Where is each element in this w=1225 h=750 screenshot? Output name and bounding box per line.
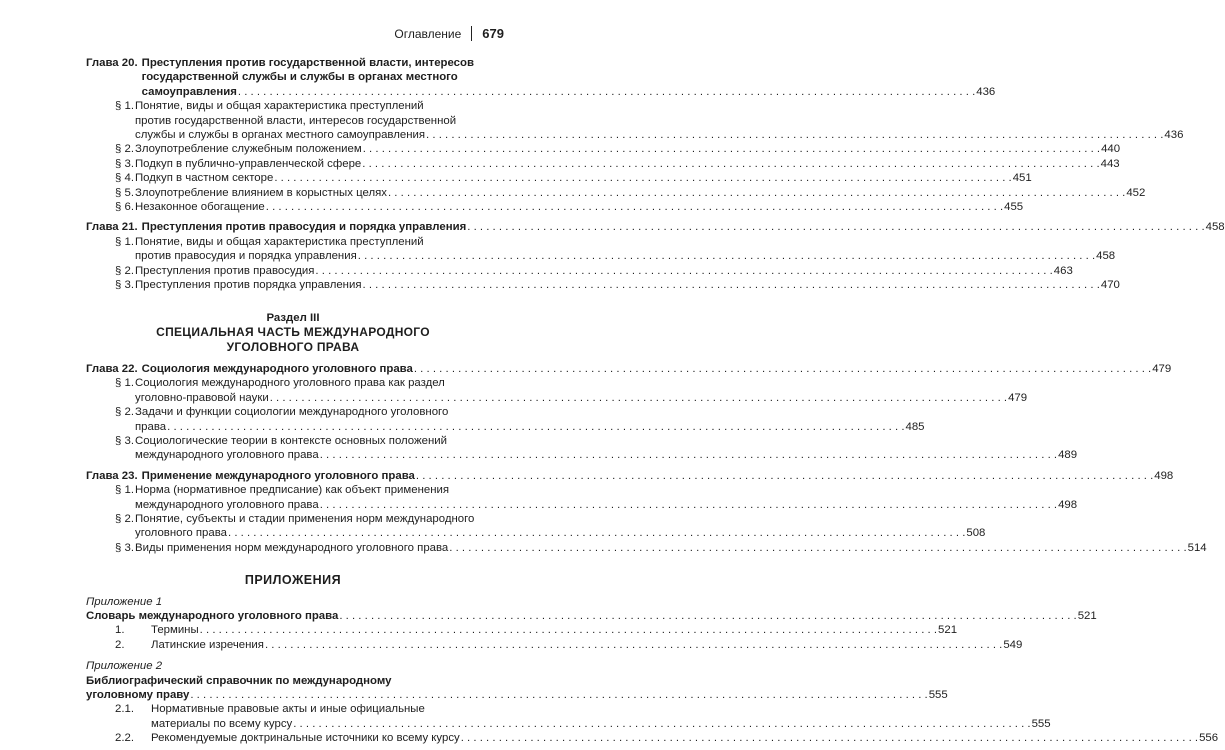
entry-title-last-line <box>135 448 1077 462</box>
entry-title-last-line <box>135 128 1183 142</box>
entry-title-line: государственной службы и службы в органах местного <box>141 71 458 84</box>
entry-title-last-line <box>135 142 1120 156</box>
part-heading <box>86 311 500 355</box>
entry-title-line: Норма (нормативное предписание) как объект применения <box>135 484 450 497</box>
appendices-title: ПРИЛОЖЕНИЯ <box>244 573 342 588</box>
entry-page-number: 470 <box>1100 279 1120 292</box>
entry-number: § 3. <box>115 541 134 554</box>
entry-title-text: Преступления против порядка управления <box>135 279 362 292</box>
entry-number: Глава 23. <box>86 469 138 482</box>
entry-title-line: Понятие, субъекты и стадии применения норм международного <box>135 512 475 525</box>
section-entry <box>86 376 1028 405</box>
part-title-line1: СПЕЦИАЛЬНАЯ ЧАСТЬ МЕЖДУНАРОДНОГО <box>156 324 430 339</box>
entry-body <box>151 638 1022 652</box>
dot-leader <box>265 638 1002 652</box>
entry-number: § 4. <box>115 172 134 185</box>
section-entry <box>86 405 925 434</box>
entry-page-number: 498 <box>1154 469 1174 482</box>
entry-page-number: 458 <box>1205 221 1225 234</box>
dot-leader <box>467 220 1204 234</box>
section-entry <box>86 235 1116 264</box>
entry-body <box>135 278 1120 292</box>
entry-body <box>135 376 1027 405</box>
entry-title-last-line <box>142 85 996 99</box>
entry-body <box>86 609 1097 623</box>
entry-body <box>135 200 1023 214</box>
entry-title-text: уголовному праву <box>86 689 190 702</box>
dot-leader <box>274 171 1011 185</box>
entry-title-last-line <box>135 498 1077 512</box>
entry-title-last-line <box>142 469 1174 483</box>
entry-title-text: Преступления против правосудия <box>135 264 315 277</box>
entry-number: § 2. <box>115 406 134 419</box>
entry-page-number: 479 <box>1008 391 1028 404</box>
entry-number: 1. <box>115 624 125 637</box>
entry-body <box>151 702 1051 731</box>
entry-title-last-line <box>135 200 1023 214</box>
section-entry <box>86 157 1120 171</box>
dot-leader <box>266 200 1003 214</box>
dot-leader <box>363 142 1100 156</box>
dot-leader <box>167 420 904 434</box>
entry-title-line: Социологические теории в контексте основных положений <box>135 434 447 447</box>
entry-number: Глава 20. <box>86 57 138 69</box>
toc-entry <box>86 731 1219 745</box>
chapter-entry <box>86 609 1097 623</box>
entry-number: § 2. <box>115 512 134 525</box>
entry-title-last-line <box>142 362 1172 376</box>
entry-page-number: 555 <box>928 689 948 702</box>
section-entry <box>86 278 1120 292</box>
section-entry <box>86 200 1024 214</box>
dot-leader <box>362 157 1099 171</box>
entry-title-last-line <box>135 264 1073 278</box>
toc-entry <box>86 702 1051 731</box>
entry-body <box>151 731 1218 745</box>
entry-number: § 2. <box>115 143 134 156</box>
entry-title-text: Незаконное обогащение <box>135 201 265 214</box>
section-entry <box>86 171 1032 185</box>
entry-number: § 3. <box>115 434 134 447</box>
entry-body <box>142 220 1225 234</box>
chapter-entry <box>86 56 996 99</box>
entry-page-number: 463 <box>1053 264 1073 277</box>
entry-body <box>135 512 985 541</box>
entry-page-number: 458 <box>1096 250 1116 263</box>
entry-page-number: 451 <box>1012 172 1032 185</box>
section-entry <box>86 142 1121 156</box>
entry-title-text: права <box>135 420 167 433</box>
entry-title-text: Применение международного уголовного права <box>141 469 415 482</box>
entry-number: Глава 21. <box>86 221 138 234</box>
entry-page-number: 555 <box>1031 717 1051 730</box>
entry-title-last-line <box>142 220 1225 234</box>
dot-leader <box>416 469 1153 483</box>
entry-title-text: службы и службы в органах местного самоуправления <box>135 129 426 142</box>
entry-body <box>135 541 1207 555</box>
entry-body <box>142 469 1174 483</box>
dot-leader <box>190 688 927 702</box>
entry-number: 2. <box>115 638 125 651</box>
entry-title-last-line <box>135 249 1115 263</box>
entry-page-number: 440 <box>1101 143 1121 156</box>
toc-entry <box>86 638 1023 652</box>
entry-body <box>135 264 1073 278</box>
toc-list-part3 <box>86 362 1207 555</box>
page-number: 679 <box>482 26 504 41</box>
entry-title-line: Библиографический справочник по международному <box>86 674 392 687</box>
entry-page-number: 514 <box>1187 541 1207 554</box>
entry-title-last-line <box>135 157 1120 171</box>
entry-page-number: 521 <box>1077 610 1097 622</box>
entry-number: § 1. <box>115 377 134 390</box>
entry-title-text: Подкуп в публично-управленческой сфере <box>135 157 362 170</box>
entry-title-text: уголовного права <box>135 527 227 540</box>
dot-leader <box>320 498 1057 512</box>
entry-body <box>135 171 1032 185</box>
entry-number: Глава 22. <box>86 362 138 375</box>
chapter-entry <box>86 220 1225 234</box>
entry-body <box>135 405 925 434</box>
entry-number: § 5. <box>115 186 134 199</box>
entry-title-line: Нормативные правовые акты и иные официальные <box>151 703 425 716</box>
entry-title-text: Виды применения норм международного уголовного права <box>135 541 449 554</box>
entry-title-last-line <box>151 638 1022 652</box>
entry-page-number: 549 <box>1003 638 1023 651</box>
part-label: Раздел III <box>266 311 320 324</box>
entry-title-text: материалы по всему курсу <box>151 717 293 730</box>
entry-page-number: 452 <box>1126 186 1146 199</box>
entry-page-number: 521 <box>938 624 958 637</box>
entry-title-last-line <box>151 623 957 637</box>
toc-entry <box>86 623 958 637</box>
entry-body <box>135 142 1120 156</box>
entry-title-text: международного уголовного права <box>135 449 319 462</box>
dot-leader <box>414 362 1151 376</box>
entry-body <box>135 235 1115 264</box>
toc-list-part2 <box>86 56 1225 293</box>
entry-title-text: международного уголовного права <box>135 498 319 511</box>
entry-page-number: 556 <box>1199 732 1219 745</box>
entry-body <box>135 434 1077 463</box>
entry-page-number: 436 <box>1164 129 1184 142</box>
entry-title-text: Термины <box>151 624 199 637</box>
entry-body <box>142 56 996 99</box>
section-entry <box>86 434 1078 463</box>
dot-leader <box>461 731 1198 745</box>
entry-body <box>135 186 1145 200</box>
dot-leader <box>228 526 965 540</box>
entry-page-number: 485 <box>905 420 925 433</box>
dot-leader <box>315 264 1052 278</box>
running-head <box>330 26 504 41</box>
section-entry <box>86 99 1184 142</box>
entry-title-last-line <box>86 609 1097 623</box>
entry-title-last-line <box>135 278 1120 292</box>
entry-title-text: Подкуп в частном секторе <box>135 172 274 185</box>
entry-title-line: Социология международного уголовного права как раздел <box>135 377 445 390</box>
entry-title-text: Злоупотребление влиянием в корыстных целях <box>135 186 387 199</box>
dot-leader <box>200 623 937 637</box>
part-title-line2: УГОЛОВНОГО ПРАВА <box>226 339 360 354</box>
entry-page-number: 455 <box>1004 201 1024 214</box>
dot-leader <box>363 278 1100 292</box>
entry-title-text: Преступления против правосудия и порядка управления <box>141 221 467 234</box>
appendix-2 <box>86 674 1219 746</box>
entry-number: § 6. <box>115 201 134 214</box>
entry-page-number: 479 <box>1152 362 1172 375</box>
entry-body <box>135 99 1183 142</box>
entry-body <box>151 623 957 637</box>
table-of-contents <box>86 56 1225 746</box>
entry-title-last-line <box>135 171 1032 185</box>
dot-leader <box>388 186 1125 200</box>
entry-title-last-line <box>86 688 948 702</box>
dot-leader <box>339 609 1076 623</box>
entry-title-last-line <box>151 731 1218 745</box>
entry-page-number: 508 <box>966 527 986 540</box>
dot-leader <box>449 541 1186 555</box>
entry-title-last-line <box>135 391 1027 405</box>
section-entry <box>86 264 1073 278</box>
entry-title-text: против правосудия и порядка управления <box>135 250 357 263</box>
entry-title-last-line <box>135 526 985 540</box>
entry-title-text: Словарь международного уголовного права <box>86 610 339 622</box>
chapter-entry <box>86 674 948 703</box>
entry-page-number: 498 <box>1058 498 1078 511</box>
entry-title-line: Понятие, виды и общая характеристика преступлений <box>135 235 424 248</box>
entry-page-number: 443 <box>1100 157 1120 170</box>
entry-title-text: самоуправления <box>141 85 237 98</box>
entry-number: § 3. <box>115 157 134 170</box>
entry-title-last-line <box>151 717 1051 731</box>
entry-title-last-line <box>135 420 925 434</box>
entry-title-line: против государственной власти, интересов государственной <box>135 114 457 127</box>
entry-title-last-line <box>135 541 1207 555</box>
entry-number: 2.2. <box>115 732 134 745</box>
entry-body <box>86 674 948 703</box>
entry-number: § 1. <box>115 235 134 248</box>
entry-body <box>135 157 1120 171</box>
section-entry <box>86 483 1078 512</box>
chapter-entry <box>86 362 1172 376</box>
entry-title-text: уголовно-правовой науки <box>135 391 269 404</box>
entry-number: § 1. <box>115 100 134 113</box>
appendix-2-label: Приложение 2 <box>86 660 163 673</box>
entry-page-number: 436 <box>976 85 996 98</box>
appendix-1-label: Приложение 1 <box>86 595 163 608</box>
entry-title-last-line <box>135 186 1145 200</box>
entry-number: § 3. <box>115 279 134 292</box>
entry-title-line: Преступления против государственной власти, интересов <box>141 57 474 69</box>
entry-title-line: Задачи и функции социологии международного уголовного <box>135 406 449 419</box>
running-head-title: Оглавление <box>394 26 462 41</box>
entry-number: § 1. <box>115 484 134 497</box>
running-head-divider <box>471 26 472 41</box>
entry-title-text: Рекомендуемые доктринальные источники ко всему курсу <box>151 732 460 745</box>
dot-leader <box>293 717 1030 731</box>
chapter-entry <box>86 469 1174 483</box>
entry-body <box>142 362 1172 376</box>
entry-number: 2.1. <box>115 703 134 716</box>
entry-title-line: Понятие, виды и общая характеристика преступлений <box>135 100 424 113</box>
entry-body <box>135 483 1077 512</box>
dot-leader <box>320 448 1057 462</box>
section-entry <box>86 186 1146 200</box>
entry-number: § 2. <box>115 264 134 277</box>
dot-leader <box>358 249 1095 263</box>
entry-title-text: Злоупотребление служебным положением <box>135 143 362 156</box>
appendix-1 <box>86 609 1097 652</box>
dot-leader <box>426 128 1163 142</box>
section-entry <box>86 541 1207 555</box>
entry-title-text: Социология международного уголовного права <box>141 362 413 375</box>
dot-leader <box>270 391 1007 405</box>
dot-leader <box>238 85 975 99</box>
section-entry <box>86 512 986 541</box>
entry-page-number: 489 <box>1058 449 1078 462</box>
entry-title-text: Латинские изречения <box>151 638 264 651</box>
